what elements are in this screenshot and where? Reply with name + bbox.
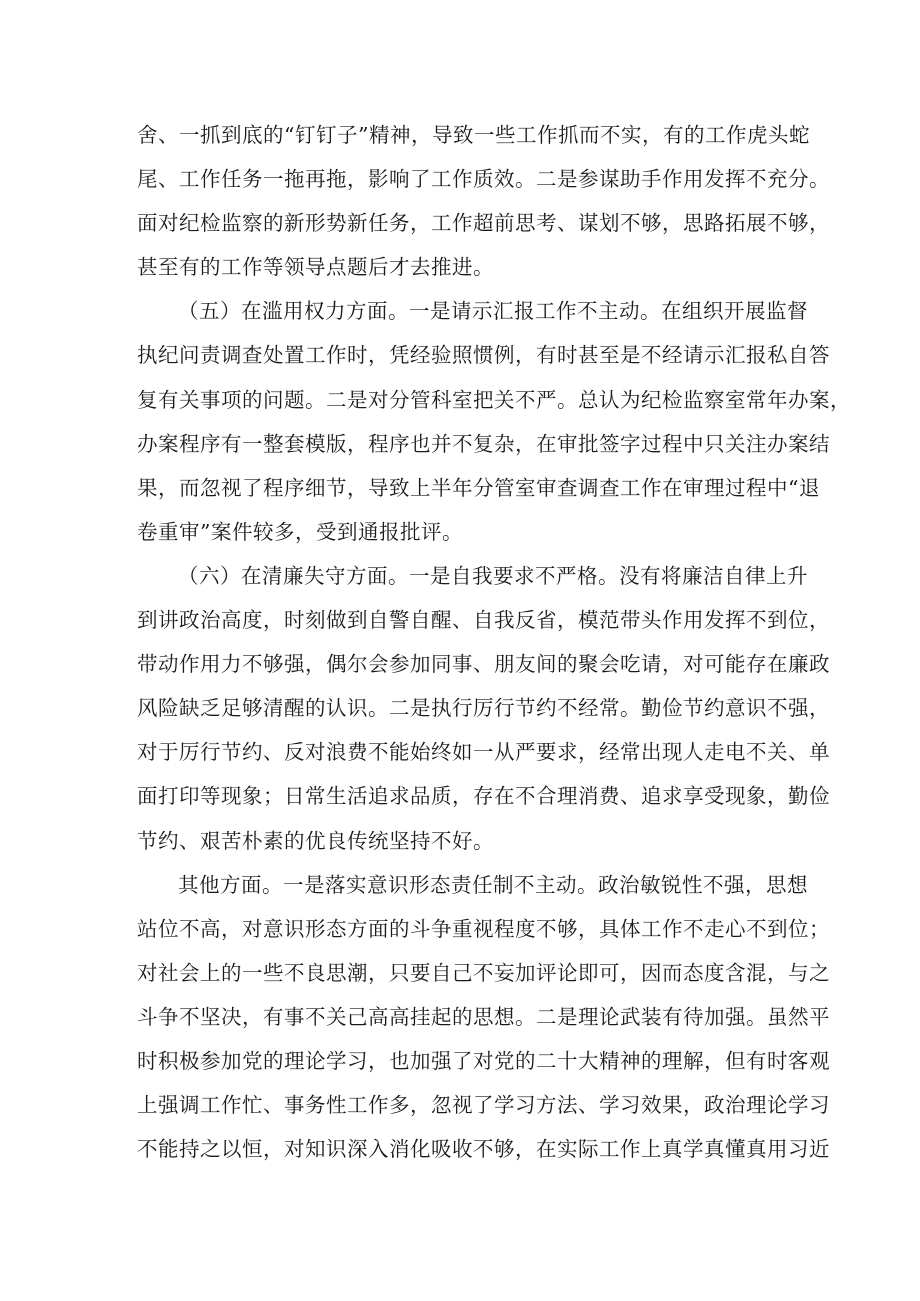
text-line: 上强调工作忙、事务性工作多，忽视了学习方法、学习效果，政治理论学习 — [137, 1093, 830, 1118]
text-line: 站位不高，对意识形态方面的斗争重视程度不够，具体工作不走心不到位； — [137, 916, 830, 941]
text-line: 到讲政治高度，时刻做到自警自醒、自我反省，模范带头作用发挥不到位， — [137, 608, 830, 633]
text-line: （六）在清廉失守方面。一是自我要求不严格。没有将廉洁自律上升 — [178, 563, 808, 588]
text-line: 斗争不坚决，有事不关己高高挂起的思想。二是理论武装有待加强。虽然平 — [137, 1004, 830, 1029]
text-line: 节约、艰苦朴素的优良传统坚持不好。 — [137, 828, 494, 853]
text-line: （五）在滥用权力方面。一是请示汇报工作不主动。在组织开展监督 — [178, 299, 808, 324]
document-body — [137, 113, 851, 1171]
text-line: 风险缺乏足够清醒的认识。二是执行厉行节约不经常。勤俭节约意识不强， — [137, 696, 830, 721]
text-line: 面对纪检监察的新形势新任务，工作超前思考、谋划不够，思路拓展不够， — [137, 211, 830, 236]
paragraph-continuation — [137, 113, 830, 289]
text-line: 果，而忽视了程序细节，导致上半年分管室审查调查工作在审理过程中“退 — [137, 475, 820, 500]
text-line: 复有关事项的问题。二是对分管科室把关不严。总认为纪检监察室常年办案， — [137, 387, 851, 412]
text-line: 对于厉行节约、反对浪费不能始终如一从严要求，经常出现人走电不关、单 — [137, 740, 830, 765]
text-line: 面打印等现象；日常生活追求品质，存在不合理消费、追求享受现象，勤俭 — [137, 784, 830, 809]
text-line: 时积极参加党的理论学习，也加强了对党的二十大精神的理解，但有时客观 — [137, 1048, 830, 1073]
text-line: 不能持之以恒，对知识深入消化吸收不够，在实际工作上真学真懂真用习近 — [137, 1137, 830, 1162]
paragraph-other-aspects — [137, 863, 830, 1172]
text-line: 办案程序有一整套模版，程序也并不复杂，在审批签字过程中只关注办案结 — [137, 431, 830, 456]
paragraph-abuse-of-power — [137, 289, 851, 554]
text-line: 卷重审”案件较多，受到通报批评。 — [137, 519, 463, 544]
paragraph-integrity — [137, 554, 830, 863]
text-line: 尾、工作任务一拖再拖，影响了工作质效。二是参谋助手作用发挥不充分。 — [137, 167, 830, 192]
text-line: 对社会上的一些不良思潮，只要自己不妄加评论即可，因而态度含混，与之 — [137, 960, 830, 985]
text-line: 舍、一抓到底的“钉钉子”精神，导致一些工作抓而不实，有的工作虎头蛇 — [137, 123, 810, 147]
text-line: 执纪问责调查处置工作时，凭经验照惯例，有时甚至是不经请示汇报私自答 — [137, 343, 830, 368]
text-line: 带动作用力不够强，偶尔会参加同事、朋友间的聚会吃请，对可能存在廉政 — [137, 652, 830, 677]
text-line: 其他方面。一是落实意识形态责任制不主动。政治敏锐性不强，思想 — [178, 872, 808, 897]
text-line: 甚至有的工作等领导点题后才去推进。 — [137, 255, 494, 280]
